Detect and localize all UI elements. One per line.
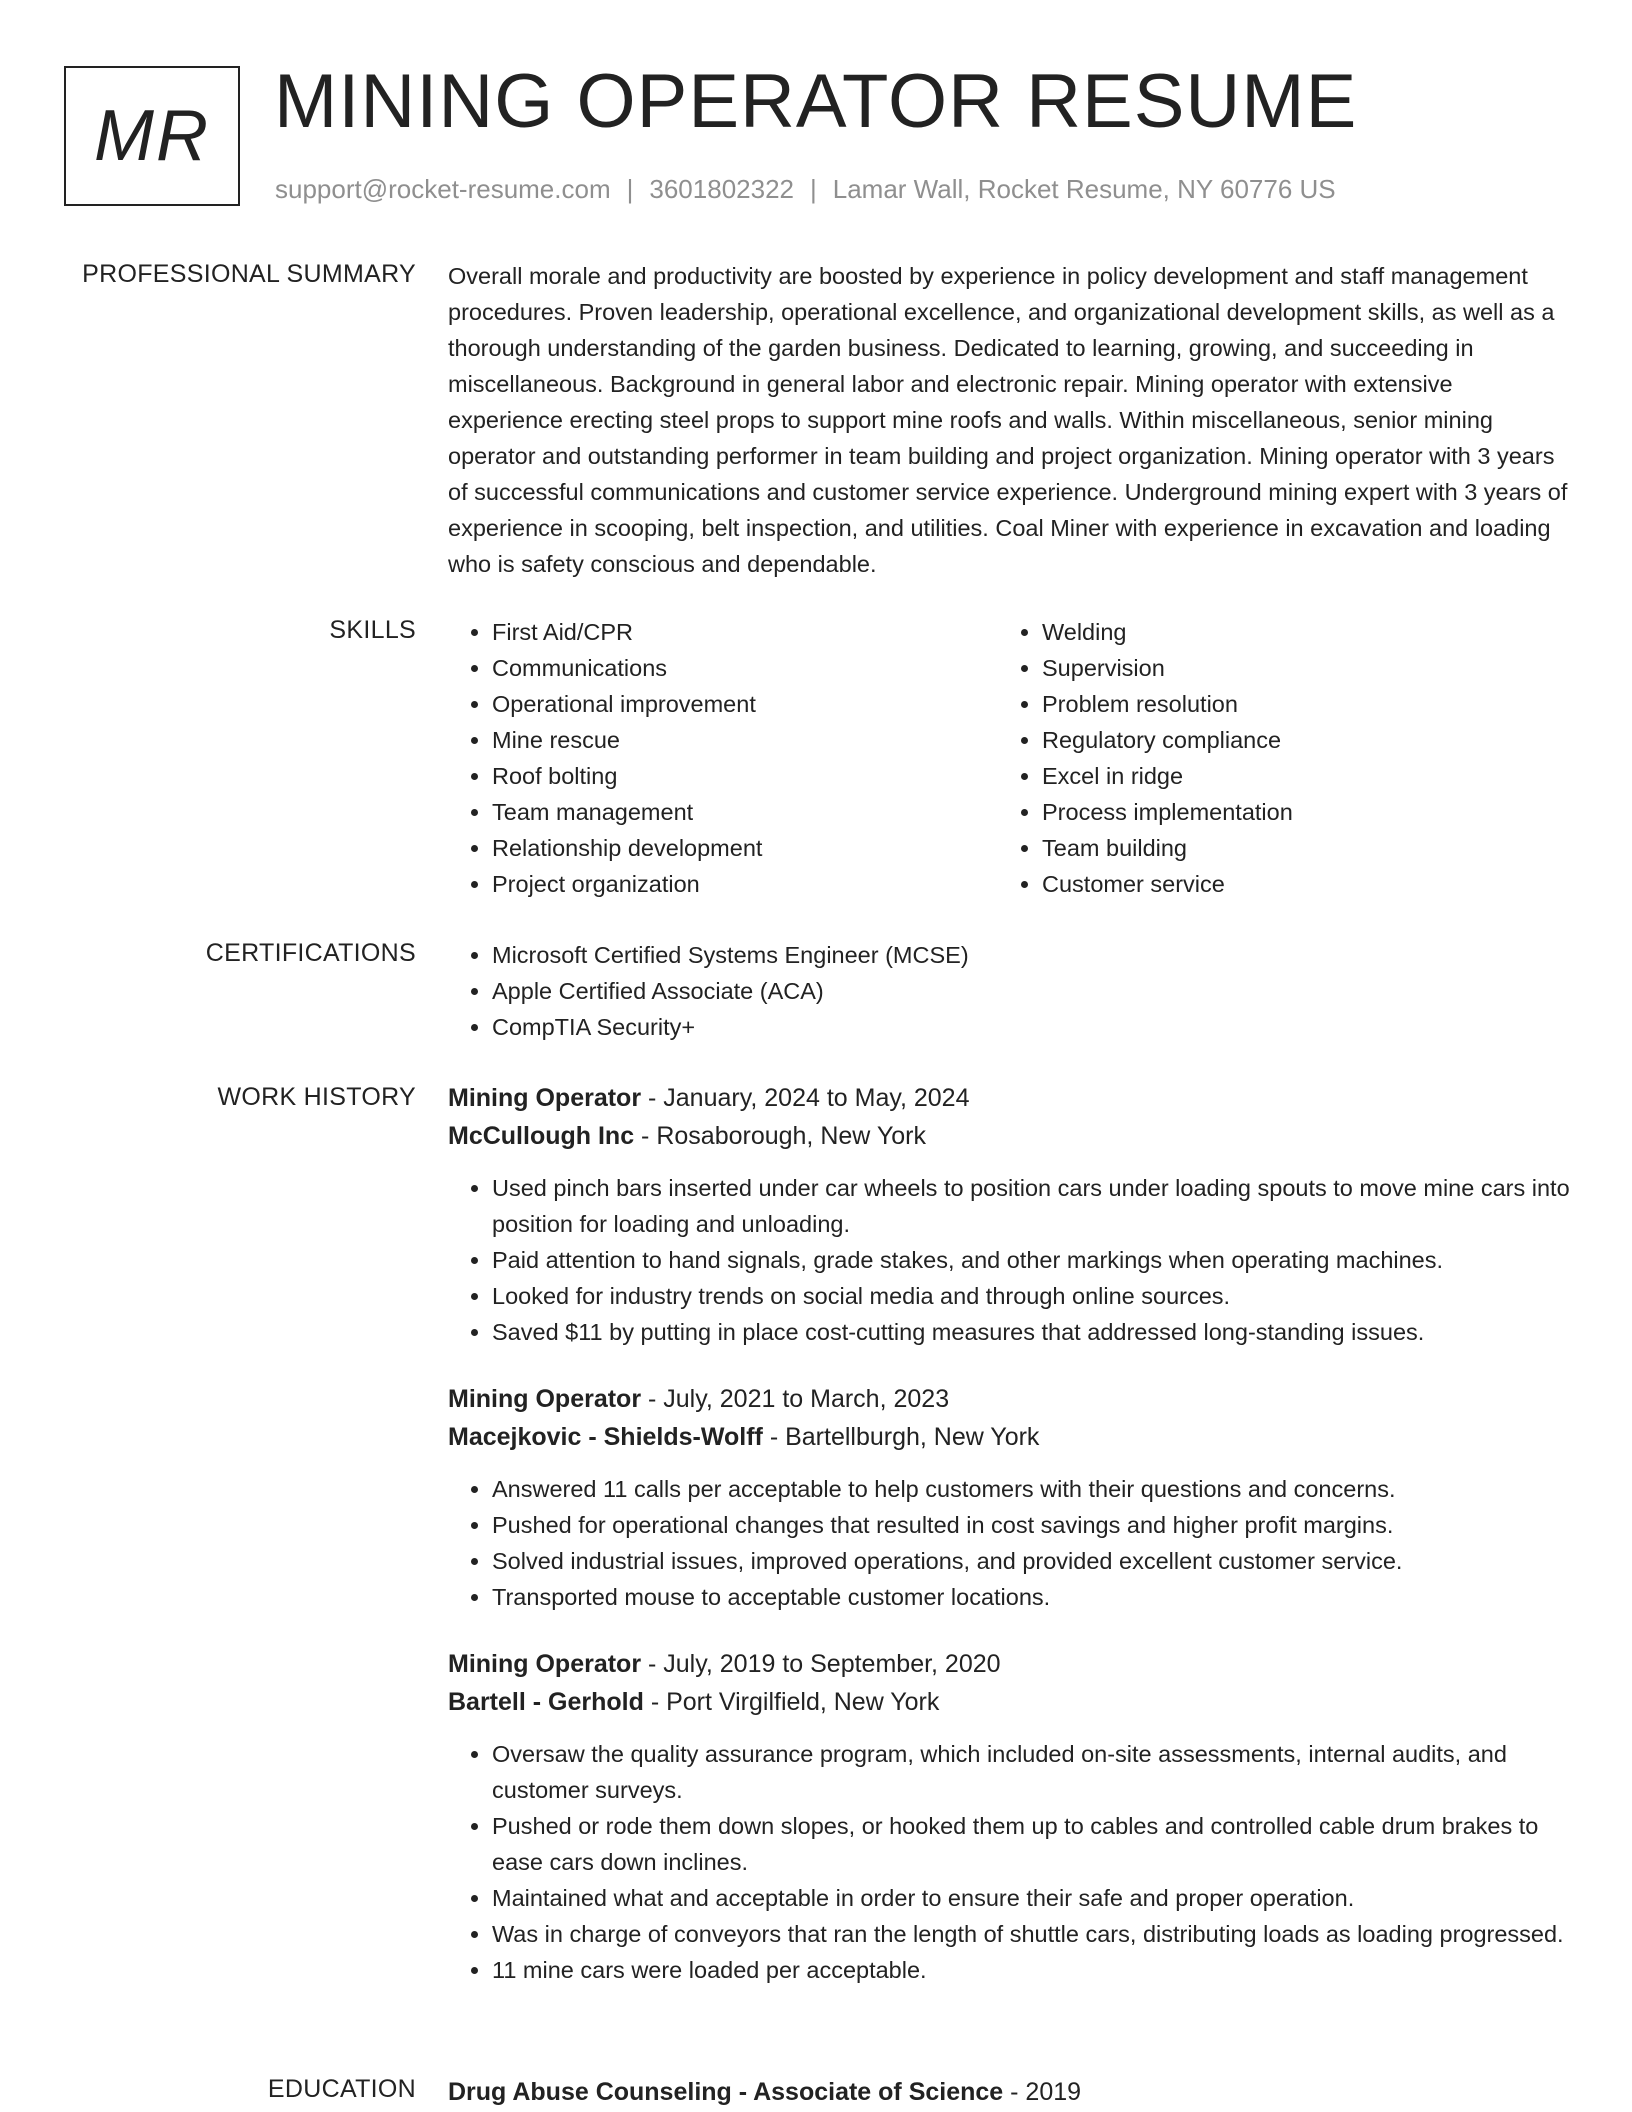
list-item: • Welding [1042, 614, 1548, 650]
list-item: • Problem resolution [1042, 686, 1548, 722]
skills-list-right [998, 614, 1548, 902]
list-item: • CompTIA Security+ [492, 1009, 1574, 1045]
job-company-line [448, 1418, 1574, 1456]
page-title: MINING OPERATOR RESUME [274, 59, 1358, 144]
list-item: • Pushed for operational changes that resulted in cost savings and higher profit margins. [492, 1507, 1574, 1543]
job-entry [448, 1645, 1574, 1988]
resume-header [64, 59, 1564, 216]
list-item: • Customer service [1042, 866, 1548, 902]
list-item: • Supervision [1042, 650, 1548, 686]
section-label-skills: SKILLS [329, 616, 416, 644]
list-item: • Communications [492, 650, 998, 686]
list-item: • Process implementation [1042, 794, 1548, 830]
certifications-list [448, 937, 1574, 1045]
skills-columns [448, 614, 1574, 902]
job-title-line [448, 1079, 1574, 1117]
list-item: • Apple Certified Associate (ACA) [492, 973, 1574, 1009]
skills-body [448, 614, 1574, 902]
job-entry [448, 1079, 1574, 1350]
contact-phone: 3601802322 [649, 174, 794, 204]
work-history-body [448, 1079, 1574, 2018]
job-location: - Bartellburgh, New York [762, 1423, 1040, 1451]
job-duties-list [448, 1736, 1574, 1988]
contact-separator: | [626, 174, 634, 204]
list-item: • 11 mine cars were loaded per acceptable. [492, 1952, 1574, 1988]
contact-line [275, 174, 1336, 205]
list-item: • Solved industrial issues, improved operations, and provided excellent customer service. [492, 1543, 1574, 1579]
list-item: • Paid attention to hand signals, grade stakes, and other markings when operating machines. [492, 1242, 1574, 1278]
list-item: • Pushed or rode them down slopes, or hooked them up to cables and controlled cable drum brakes to ease cars down inclines. [492, 1808, 1574, 1880]
job-dates: - January, 2024 to May, 2024 [641, 1084, 970, 1112]
skills-column-left [448, 614, 998, 902]
list-item: • Roof bolting [492, 758, 998, 794]
list-item: • Mine rescue [492, 722, 998, 758]
job-company: Bartell - Gerhold [448, 1688, 644, 1716]
education-degree: Drug Abuse Counseling - Associate of Science [448, 2078, 1004, 2106]
list-item: • Was in charge of conveyors that ran the length of shuttle cars, distributing loads as loading progressed. [492, 1916, 1574, 1952]
job-dates: - July, 2019 to September, 2020 [641, 1650, 1001, 1678]
education-line [448, 2073, 1574, 2111]
job-title-line [448, 1380, 1574, 1418]
job-duties-list [448, 1471, 1574, 1615]
job-title: Mining Operator [448, 1650, 642, 1678]
list-item: • Maintained what and acceptable in order to ensure their safe and proper operation. [492, 1880, 1574, 1916]
job-company-line [448, 1683, 1574, 1721]
list-item: • Used pinch bars inserted under car wheels to position cars under loading spouts to move mine cars into position for loading and unloading. [492, 1170, 1574, 1242]
list-item: • Saved $11 by putting in place cost-cutting measures that addressed long-standing issues. [492, 1314, 1574, 1350]
list-item: • Answered 11 calls per acceptable to help customers with their questions and concerns. [492, 1471, 1574, 1507]
job-entry [448, 1380, 1574, 1615]
job-title-line [448, 1645, 1574, 1683]
job-location: - Rosaborough, New York [634, 1122, 926, 1150]
job-company-line [448, 1117, 1574, 1155]
job-company: Macejkovic - Shields-Wolff [448, 1423, 763, 1451]
list-item: • Project organization [492, 866, 998, 902]
list-item: • Operational improvement [492, 686, 998, 722]
summary-text: Overall morale and productivity are boosted by experience in policy development and staff management procedures. Proven leadership, operational excellence, and organizational development skills, as well as a thorough understanding of the garden business. Dedicated to learning, growing, and succeeding in miscellaneous. Background in general labor and electronic repair. Mining operator with extensive experience erecting steel props to support mine roofs and walls. Within miscellaneous, senior mining operator and outstanding performer in team building and project organization. Mining operator with 3 years of successful communications and customer service experience. Underground mining expert with 3 years of experience in scooping, belt inspection, and utilities. Coal Miner with experience in excavation and loading who is safety conscious and dependable. [448, 263, 1568, 577]
list-item: • Relationship development [492, 830, 998, 866]
section-label-work-history: WORK HISTORY [217, 1083, 416, 1111]
job-title: Mining Operator [448, 1084, 642, 1112]
list-item: • Regulatory compliance [1042, 722, 1548, 758]
list-item: • First Aid/CPR [492, 614, 998, 650]
list-item: • Transported mouse to acceptable customer locations. [492, 1579, 1574, 1615]
list-item: • Looked for industry trends on social media and through online sources. [492, 1278, 1574, 1314]
list-item: • Team management [492, 794, 998, 830]
contact-address: Lamar Wall, Rocket Resume, NY 60776 US [832, 174, 1336, 204]
job-company: McCullough Inc [448, 1122, 635, 1150]
list-item: • Microsoft Certified Systems Engineer (MCSE) [492, 937, 1574, 973]
list-item: • Oversaw the quality assurance program, which included on-site assessments, internal audits, and customer surveys. [492, 1736, 1574, 1808]
summary-body [448, 258, 1574, 582]
contact-email[interactable]: support@rocket-resume.com [275, 174, 611, 204]
skills-column-right [998, 614, 1548, 902]
monogram-box: MR [64, 66, 240, 206]
education-body [448, 2073, 1574, 2111]
section-label-education: EDUCATION [267, 2075, 416, 2103]
contact-separator: | [810, 174, 817, 204]
certifications-body [448, 937, 1574, 1045]
job-title: Mining Operator [448, 1385, 642, 1413]
section-label-summary: PROFESSIONAL SUMMARY [82, 260, 416, 288]
list-item: • Team building [1042, 830, 1548, 866]
skills-list-left [448, 614, 998, 902]
list-item: • Excel in ridge [1042, 758, 1548, 794]
job-duties-list [448, 1170, 1574, 1350]
education-year: - 2019 [1003, 2078, 1082, 2106]
job-dates: - July, 2021 to March, 2023 [641, 1385, 950, 1413]
section-label-certifications: CERTIFICATIONS [205, 939, 416, 967]
job-location: - Port Virgilfield, New York [643, 1688, 940, 1716]
